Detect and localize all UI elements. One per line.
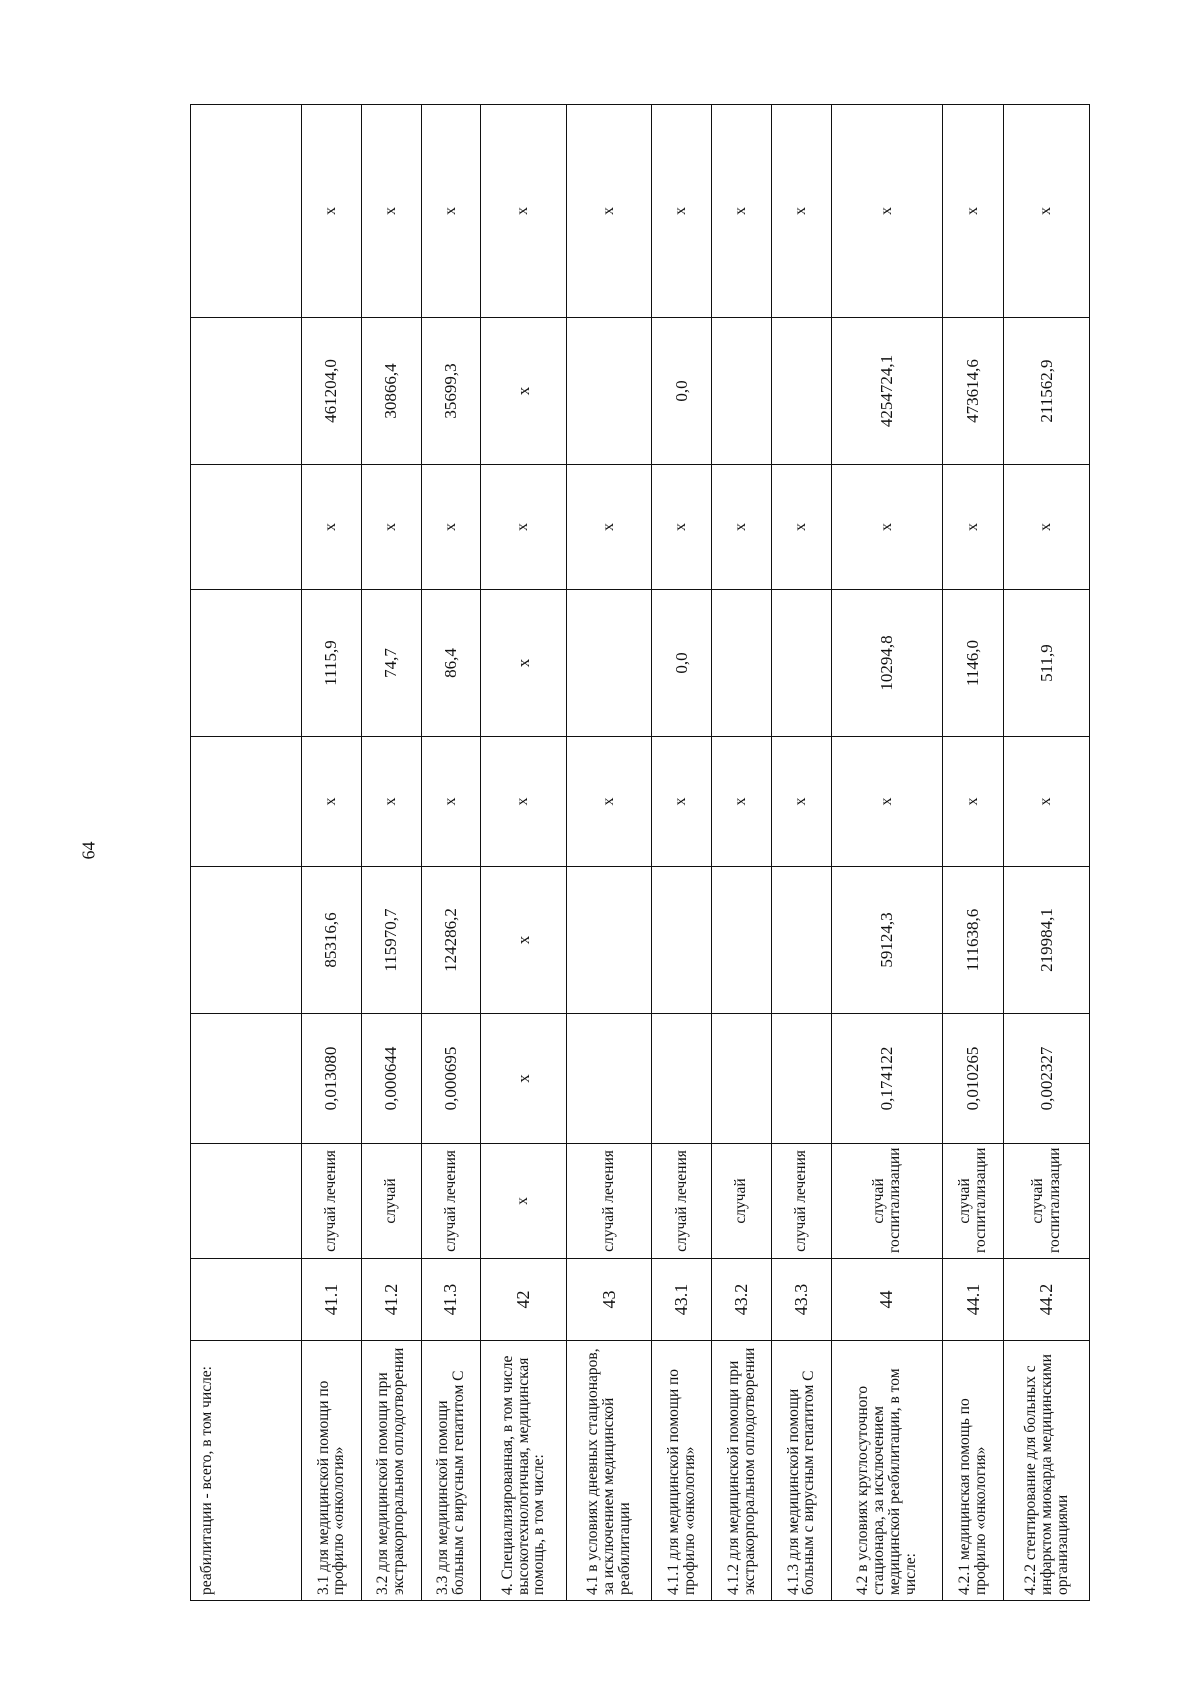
cell-col-6 [771,318,831,465]
cell-col-6: 211562,9 [1004,318,1090,465]
table-row [1004,105,1090,1601]
table-cell [191,465,302,590]
cell-col-1: 0,010265 [943,1014,1004,1144]
cell-col-3: х [652,737,712,867]
table-cell [191,105,302,318]
cell-col-7: х [302,105,362,318]
row-code: 41.2 [361,1259,421,1341]
row-name: 4.1.1 для медицинской помощи по профилю «онкология» [652,1341,712,1601]
table-row [566,105,652,1601]
cell-col-5: х [302,465,362,590]
cell-col-7: х [361,105,421,318]
cell-col-4 [771,590,831,737]
cell-col-2: 124286,2 [421,867,481,1014]
row-unit: случай лечения [652,1144,712,1259]
cell-col-3: х [831,737,942,867]
row-name: 4.1 в условиях дневных стационаров, за исключением медицинской реабилитации [566,1341,652,1601]
row-unit: случай госпитализации [831,1144,942,1259]
cell-col-5: х [481,465,567,590]
row-unit: случай лечения [771,1144,831,1259]
row-unit: случай госпитализации [943,1144,1004,1259]
cell-col-4: 0,0 [652,590,712,737]
page-number: 64 [78,841,99,860]
cell-col-5: х [771,465,831,590]
cell-col-5: х [1004,465,1090,590]
cell-col-2 [566,867,652,1014]
row-code: 41.3 [421,1259,481,1341]
cell-col-3: х [712,737,772,867]
cell-col-2: 115970,7 [361,867,421,1014]
cell-col-2 [712,867,772,1014]
cell-col-7: х [712,105,772,318]
table-row [361,105,421,1601]
row-code: 42 [481,1259,567,1341]
cell-col-2: 85316,6 [302,867,362,1014]
cell-col-4: х [481,590,567,737]
cell-col-7: х [1004,105,1090,318]
cell-col-6: 473614,6 [943,318,1004,465]
cell-col-1: 0,002327 [1004,1014,1090,1144]
cell-col-1: 0,000695 [421,1014,481,1144]
row-unit: случай лечения [302,1144,362,1259]
cell-col-6 [566,318,652,465]
row-name: 3.2 для медицинской помощи при экстракорпоральном оплодотворении [361,1341,421,1601]
row-unit: случай лечения [566,1144,652,1259]
cell-col-4 [566,590,652,737]
table-row [831,105,942,1601]
cell-col-2 [652,867,712,1014]
row-name: 3.1 для медицинской помощи по профилю «онкология» [302,1341,362,1601]
cell-col-1: 0,013080 [302,1014,362,1144]
cell-col-1: х [481,1014,567,1144]
table-cell [191,1259,302,1341]
cell-col-6: 35699,3 [421,318,481,465]
cell-col-3: х [566,737,652,867]
row-code: 44 [831,1259,942,1341]
cell-col-3: х [943,737,1004,867]
data-table-container [190,105,1090,1601]
cell-col-7: х [481,105,567,318]
row-code: 43.3 [771,1259,831,1341]
row-code: 44.1 [943,1259,1004,1341]
table-row-header-continuation [191,105,302,1601]
cell-col-6: 4254724,1 [831,318,942,465]
cell-col-4: 10294,8 [831,590,942,737]
table-row [481,105,567,1601]
cell-col-3: х [302,737,362,867]
cell-col-2 [771,867,831,1014]
cell-col-1: 0,174122 [831,1014,942,1144]
cell-col-1 [652,1014,712,1144]
row-name: 4.2 в условиях круглосуточного стационара, за исключением медицинской реабилитации, в том числе: [831,1341,942,1601]
cell-col-5: х [361,465,421,590]
row-name: 4.2.2 стентирование для больных с инфарктом миокарда медицинскими организациями [1004,1341,1090,1601]
row-name: 4.2.1 медицинская помощь по профилю «онкология» [943,1341,1004,1601]
cell-col-7: х [566,105,652,318]
table-cell [191,867,302,1014]
table-cell [191,737,302,867]
cell-col-4 [712,590,772,737]
cell-col-2: 111638,6 [943,867,1004,1014]
row-name: 3.3 для медицинской помощи больным с вирусным гепатитом С [421,1341,481,1601]
row-label: реабилитации - всего, в том числе: [191,1341,302,1601]
table-row [712,105,772,1601]
cell-col-2: 219984,1 [1004,867,1090,1014]
row-unit: случай госпитализации [1004,1144,1090,1259]
cell-col-3: х [481,737,567,867]
row-unit: х [481,1144,567,1259]
cell-col-5: х [943,465,1004,590]
cell-col-7: х [652,105,712,318]
row-code: 43 [566,1259,652,1341]
cell-col-3: х [771,737,831,867]
cell-col-4: 511,9 [1004,590,1090,737]
cell-col-1 [566,1014,652,1144]
cell-col-4: 1115,9 [302,590,362,737]
row-name: 4.1.2 для медицинской помощи при экстракорпоральном оплодотворении [712,1341,772,1601]
row-code: 41.1 [302,1259,362,1341]
cell-col-5: х [712,465,772,590]
cell-col-7: х [831,105,942,318]
row-name: 4. Специализированная, в том числе высокотехнологичная, медицинская помощь, в том числе: [481,1341,567,1601]
cell-col-4: 74,7 [361,590,421,737]
table-row [302,105,362,1601]
table-cell [191,1014,302,1144]
row-code: 43.2 [712,1259,772,1341]
cell-col-2: 59124,3 [831,867,942,1014]
row-name: 4.1.3 для медицинской помощи больным с вирусным гепатитом С [771,1341,831,1601]
cell-col-5: х [652,465,712,590]
cell-col-6 [712,318,772,465]
cell-col-4: 1146,0 [943,590,1004,737]
cell-col-6: 0,0 [652,318,712,465]
table-row [771,105,831,1601]
cell-col-1 [712,1014,772,1144]
table-row [943,105,1004,1601]
cell-col-6: 461204,0 [302,318,362,465]
row-unit: случай лечения [421,1144,481,1259]
table-cell [191,318,302,465]
cell-col-1: 0,000644 [361,1014,421,1144]
row-unit: случай [361,1144,421,1259]
table-cell [191,1144,302,1259]
row-unit: случай [712,1144,772,1259]
cell-col-4: 86,4 [421,590,481,737]
table-row [652,105,712,1601]
cell-col-6: х [481,318,567,465]
cell-col-3: х [361,737,421,867]
cell-col-7: х [943,105,1004,318]
data-table [190,104,1090,1601]
cell-col-2: х [481,867,567,1014]
cell-col-1 [771,1014,831,1144]
cell-col-6: 30866,4 [361,318,421,465]
cell-col-5: х [566,465,652,590]
table-row [421,105,481,1601]
table-cell [191,590,302,737]
cell-col-5: х [421,465,481,590]
row-code: 43.1 [652,1259,712,1341]
cell-col-5: х [831,465,942,590]
row-code: 44.2 [1004,1259,1090,1341]
cell-col-7: х [421,105,481,318]
cell-col-3: х [1004,737,1090,867]
cell-col-7: х [771,105,831,318]
cell-col-3: х [421,737,481,867]
